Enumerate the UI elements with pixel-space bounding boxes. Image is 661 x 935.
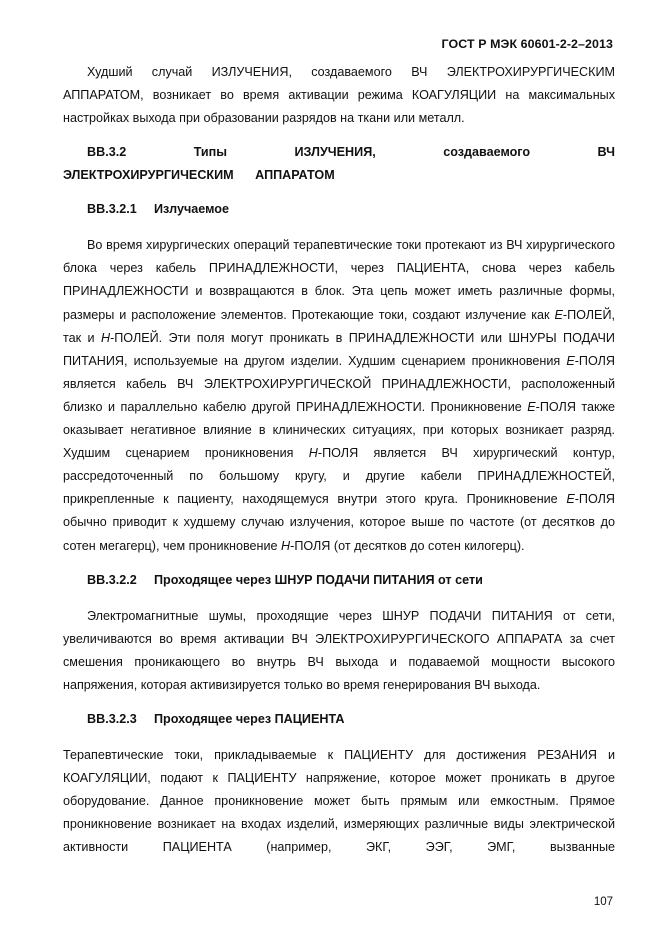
subsection-paragraph-2: Электромагнитные шумы, проходящие через ШНУР ПОДАЧИ ПИТАНИЯ от сети, увеличиваются во время активации ВЧ ЭЛЕКТРОХИРУРГИЧЕСКОГО АППАРАТА за счет смешения проникающего во внутрь ВЧ выхода и подаваемой мощности высокого напряжения, которая активизируется только во время генерирования ВЧ выхода. — [63, 608, 615, 692]
subsection-title-3: Проходящее через ПАЦИЕНТА — [154, 711, 345, 726]
subsection-paragraph-1: Во время хирургических операций терапевтические токи протекают из ВЧ хирургического блока через кабель ПРИНАДЛЕЖНОСТИ, через ПАЦИЕНТА, снова через кабель ПРИНАДЛЕЖНОСТИ и возвращаются в блок. Эта цепь может иметь различные формы, размеры и расположение элементов. Протекающие токи, создают излучение как E-ПОЛЕЙ, так и H-ПОЛЕЙ. Эти поля могут проникать в ПРИНАДЛЕЖНОСТИ или ШНУРЫ ПОДАЧИ ПИТАНИЯ, используемые на другом изделии. Худшим сценарием проникновения E-ПОЛЯ является кабель ВЧ ЭЛЕКТРОХИРУРГИЧЕСКОЙ ПРИНАДЛЕЖНОСТИ, расположенный близко и параллельно кабелю другой ПРИНАДЛЕЖНОСТИ. Проникновение E-ПОЛЯ также оказывает негативное влияние в клинических ситуациях, при которых возникает разряд. Худшим сценарием проникновения H-ПОЛЯ является ВЧ хирургический контур, рассредоточенный по большому кругу, и другие кабели ПРИНАДЛЕЖНОСТЕЙ, прикрепленные к пациенту, находящемуся внутри этого круга. Проникновение E-ПОЛЯ обычно приводит к худшему случаю излучения, которое выше по частоте (от десятков до сотен мегагерц), чем проникновение H-ПОЛЯ (от десятков до сотен килогерц). — [63, 238, 615, 553]
subsection-number-1: BB.3.2.1 — [87, 202, 137, 217]
subsection-heading-1 — [63, 198, 615, 221]
subsection-heading-2 — [63, 569, 615, 592]
subsection-number-2: BB.3.2.2 — [87, 572, 137, 587]
subsection-title-1: Излучаемое — [154, 202, 229, 217]
subsection-number-3: BB.3.2.3 — [87, 711, 137, 726]
section-title: Типы ИЗЛУЧЕНИЯ, создаваемого ВЧ ЭЛЕКТРОХИРУРГИЧЕСКИМ АППАРАТОМ — [63, 145, 616, 183]
subsection-paragraph-3: Терапевтические токи, прикладываемые к ПАЦИЕНТУ для достижения РЕЗАНИЯ и КОАГУЛЯЦИИ, подают к ПАЦИЕНТУ напряжение, которое может проникать в другое оборудование. Данное проникновение может быть прямым или емкостным. Прямое проникновение возникает на входах изделий, измеряющих различные виды электрической активности ПАЦИЕНТА (например, ЭКГ, ЭЭГ, ЭМГ, вызванные — [63, 747, 615, 855]
page-number: 107 — [593, 896, 613, 908]
subsection-heading-3 — [63, 708, 615, 731]
standard-header: ГОСТ Р МЭК 60601-2-2–2013 — [441, 37, 613, 51]
section-heading — [63, 141, 615, 187]
page-content — [63, 61, 615, 859]
intro-paragraph: Худший случай ИЗЛУЧЕНИЯ, создаваемого ВЧ ЭЛЕКТРОХИРУРГИЧЕСКИМ АППАРАТОМ, возникает во время активации режима КОАГУЛЯЦИИ на максимальных настройках выхода при образовании разрядов на ткани или металл. — [63, 65, 615, 126]
section-number: BB.3.2 — [87, 145, 127, 160]
subsection-title-2: Проходящее через ШНУР ПОДАЧИ ПИТАНИЯ от сети — [154, 572, 483, 587]
